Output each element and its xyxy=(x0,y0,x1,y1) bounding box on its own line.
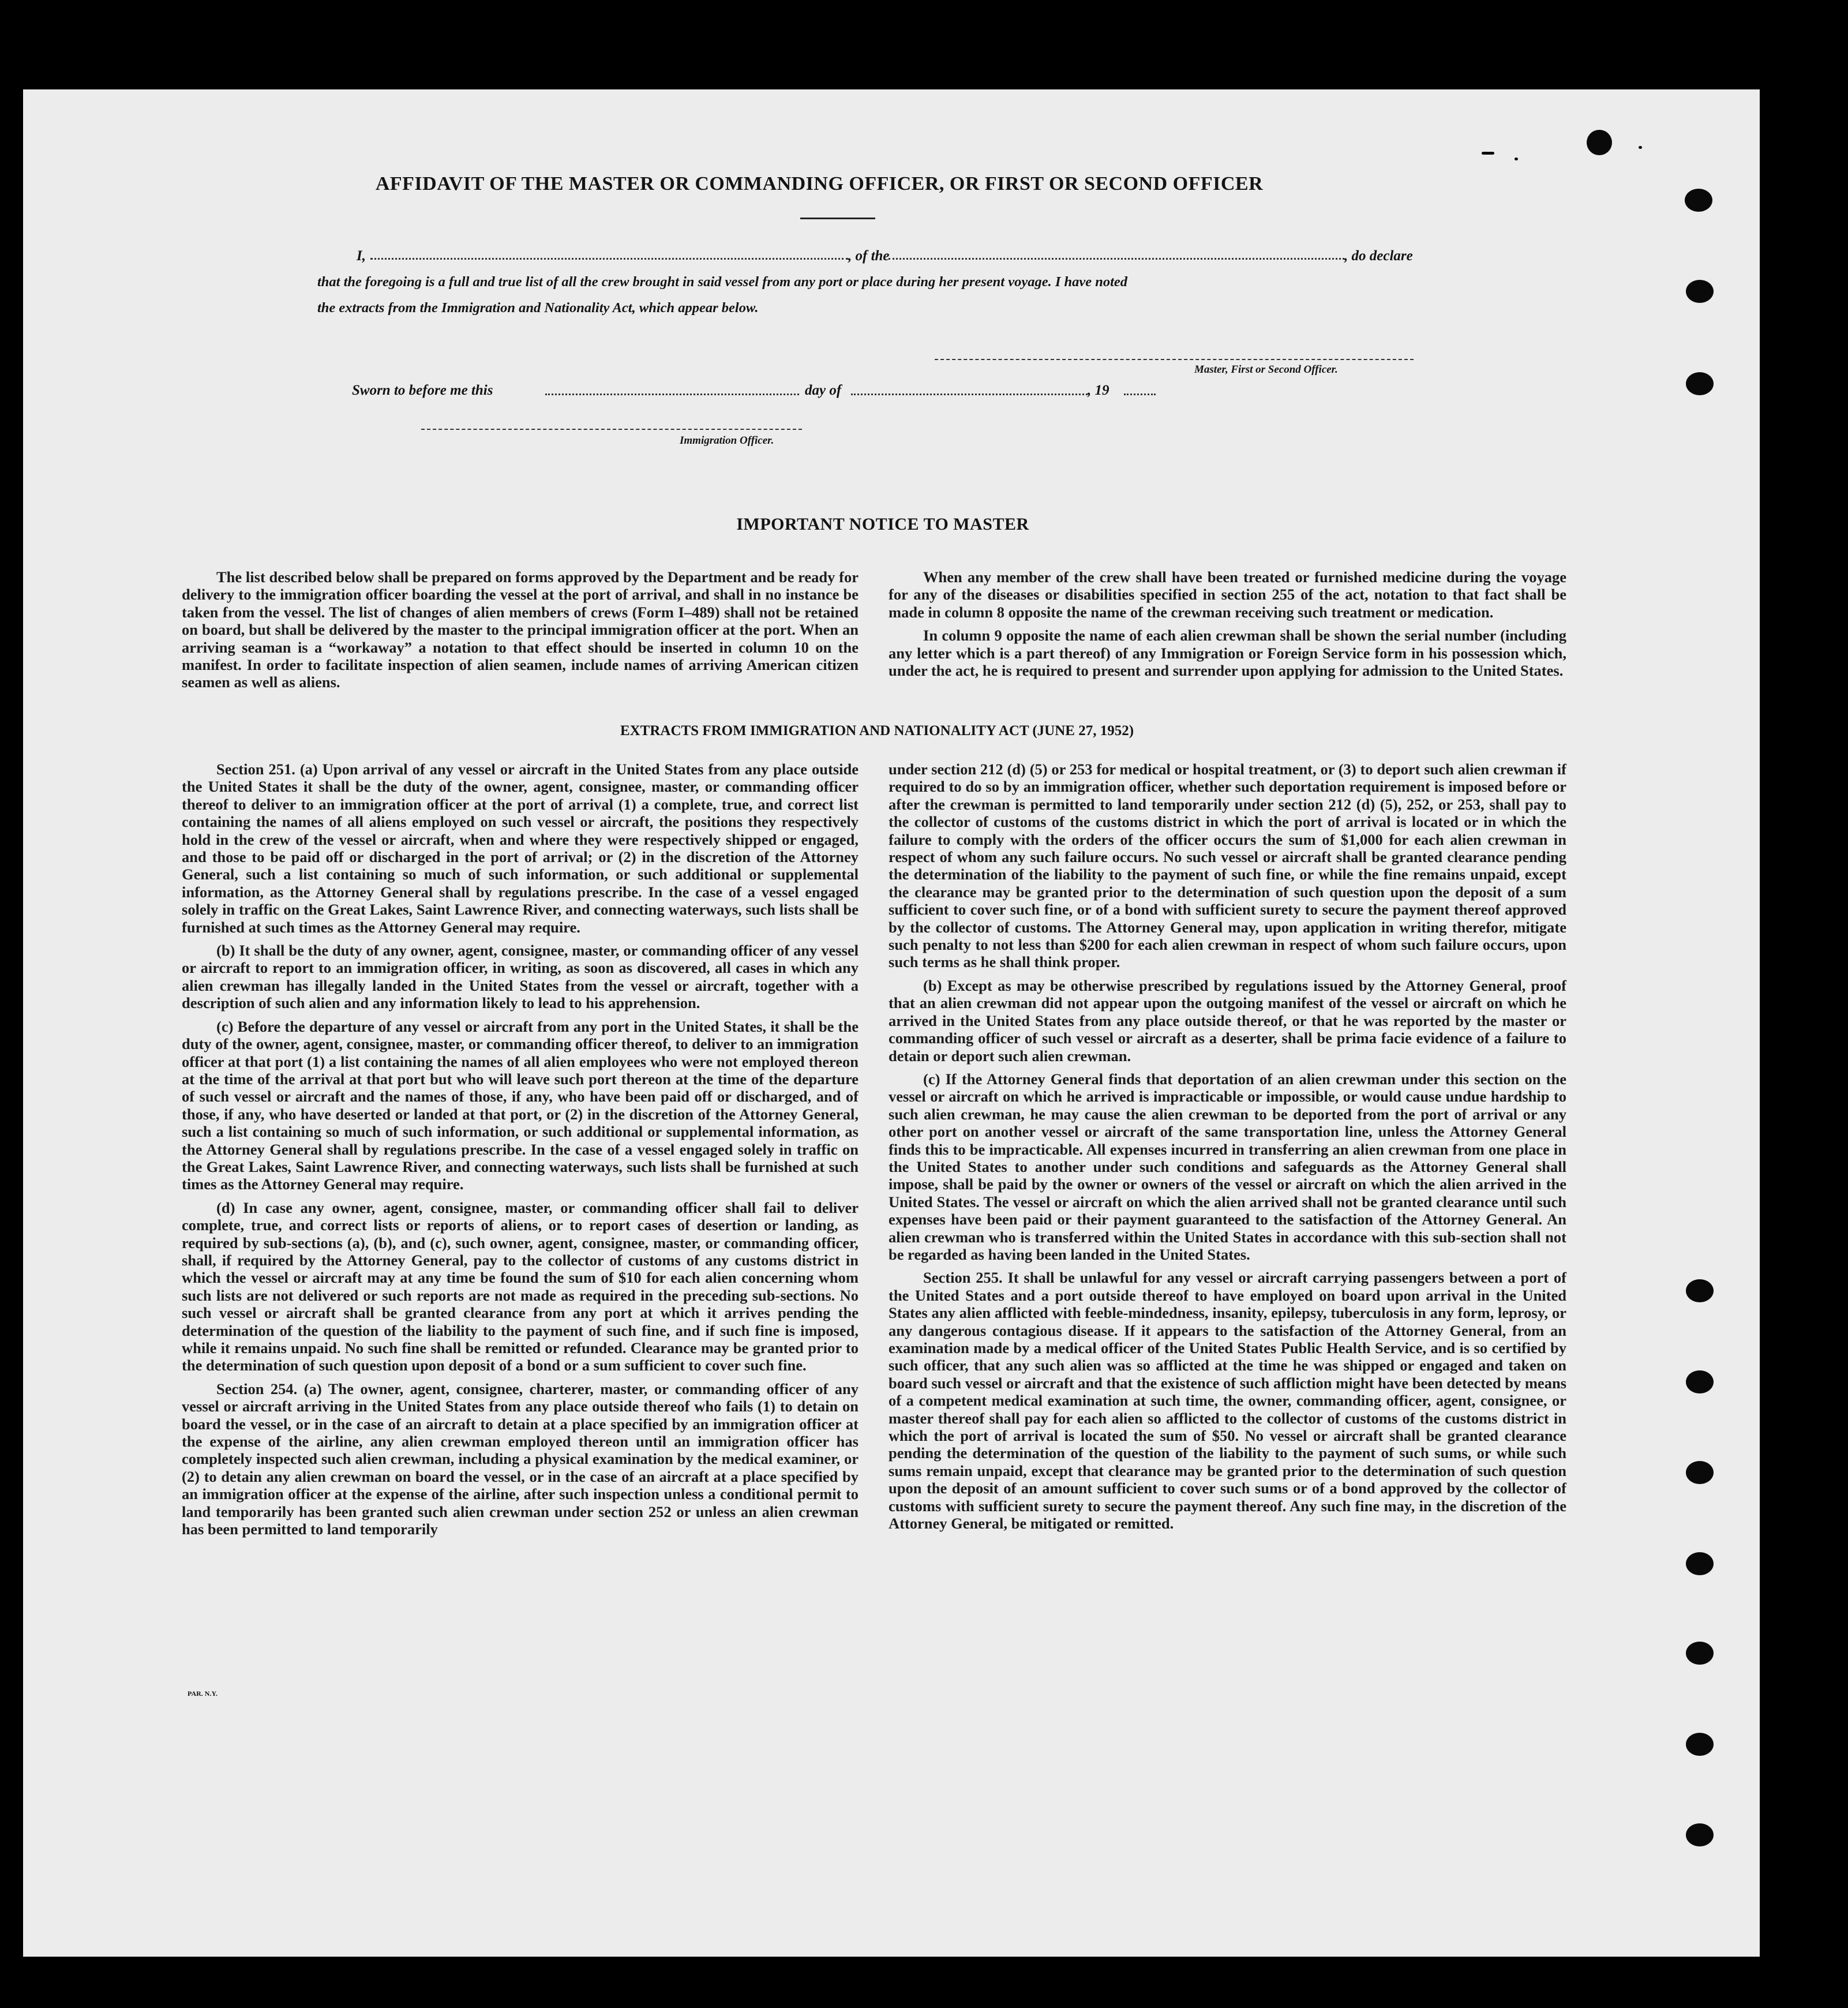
printer-mark: PAR. N.Y. xyxy=(188,1689,218,1698)
punch-hole xyxy=(1686,1642,1714,1665)
form-page xyxy=(23,89,1760,1957)
punch-hole xyxy=(1686,1552,1714,1575)
declaration-line-1: that the foregoing is a full and true list of all the crew brought in said vessel from any port or place during her present voyage. I have noted xyxy=(317,274,1128,290)
declaration-line-2: the extracts from the Immigration and Nationality Act, which appear below. xyxy=(317,300,759,316)
officer-signature-line[interactable] xyxy=(421,429,802,430)
ink-speck xyxy=(1515,158,1518,160)
section-254-a: Section 254. (a) The owner, agent, consignee, charterer, master, or commanding officer of any vessel or aircraft arriving in the United States from any place outside thereof who fails (1) to detain on board the vessel, or in the case of an aircraft to detain at a place specified by an immigration officer at the expense of the airline, any alien crewman employed thereon until an immigration officer has completely inspected such alien crewman, including a physical examination by the medical examiner, or (2) to detain any alien crewman on board the vessel, or in the case of an aircraft at a place specified by an immigration officer at the expense of the airline, after such inspection unless a conditional permit to land temporarily has been granted such alien crewman under section 252 or unless an alien crewman has been permitted to land temporarily xyxy=(182,1380,859,1538)
master-signature-line[interactable] xyxy=(935,359,1414,360)
title-underline xyxy=(800,218,875,219)
section-255: Section 255. It shall be unlawful for any vessel or aircraft carrying passengers between a port of the United States and a port outside thereof to have employed on board upon arrival in the United States any alien afflicted with feeble-mindedness, insanity, epilepsy, tuberculosis in any form, leprosy, or any dangerous contagious disease. If it appears to the satisfaction of the Attorney General, from an examination made by a medical officer of the United States Public Health Service, and is so certified by such officer, that any such alien was so afflicted at the time he was shipped or engaged and taken on board such vessel or aircraft and that the existence of such affliction might have been detected by means of a competent medical examination at such time, the owner, commanding officer, agent, consignee, or master thereof shall pay for each alien so afflicted to the collector of customs of the customs district in which the port of arrival is located the sum of $50. No vessel or aircraft shall be granted clearance pending the determination of the question of the liability to the payment of such sums, or while such sums remain unpaid, except that clearance may be granted prior to the determination of such question upon the deposit of an amount sufficient to cover such sums or of a bond approved by the collector of customs with sufficient surety to secure the payment thereof. Any such fine may, in the discretion of the Attorney General, be mitigated or remitted. xyxy=(889,1269,1566,1533)
ink-blot xyxy=(1587,130,1612,155)
section-254-c: (c) If the Attorney General finds that deportation of an alien crewman under this section on the vessel or aircraft on which he arrived is impracticable or impossible, or would cause undue hardship to such alien crewman, he may cause the alien crewman to be deported from the port of arrival or any other port on another vessel or aircraft of the same transportation line, unless the Attorney General finds this to be impracticable. All expenses incurred in transferring an alien crewman from one place in the United States to another under such conditions and safeguards as the Attorney General shall impose, shall be paid by the owner or owners of the vessel or aircraft on which the alien arrived in the United States. The vessel or aircraft on which the alien arrived shall not be granted clearance until such expenses have been paid or their payment guaranteed to the satisfaction of the Attorney General. An alien crewman who is transferred within the United States in accordance with this sub-section shall not be regarded as having been landed in the United States. xyxy=(889,1070,1566,1263)
extracts-left-column xyxy=(182,761,859,1544)
declare-label: , do declare xyxy=(1344,248,1413,264)
punch-hole xyxy=(1686,1823,1714,1846)
punch-hole xyxy=(1686,1370,1714,1393)
day-of-label: day of xyxy=(805,383,842,398)
i-label: I, xyxy=(357,248,366,264)
notice-left-paragraph: The list described below shall be prepared on forms approved by the Department and be ready for delivery to the immigration officer boarding the vessel at the port of arrival, and shall in no instance be taken from the vessel. The list of changes of alien members of crews (Form I–489) shall not be retained on board, but shall be delivered by the master to the principal immigration officer at the port. When an arriving seaman is a “workaway” a notation to that effect should be inserted in column 10 on the manifest. In order to facilitate inspection of alien seamen, include names of arriving American citizen seamen as well as aliens. xyxy=(182,568,859,691)
notice-left-column xyxy=(182,568,859,697)
section-251-c: (c) Before the departure of any vessel or aircraft from any port in the United States, it shall be the duty of the owner, agent, consignee, master, or commanding officer thereof, to deliver to an immigration officer at that port (1) a list containing the names of all alien employees who were not employed thereon at the time of the arrival at that port but who will leave such port thereon at the time of the departure of such vessel or aircraft and the names of those, if any, who have been paid off or discharged, and of those, if any, who have deserted or landed at that port, or (2) in the discretion of the Attorney General, such a list containing so much of such information, or such additional or supplemental information, as the Attorney General shall by regulations prescribe. In the case of a vessel engaged solely in traffic on the Great Lakes, Saint Lawrence River, and connecting waterways, such lists shall be furnished at such times as the Attorney General may require. xyxy=(182,1017,859,1193)
officer-caption: Immigration Officer. xyxy=(680,434,774,447)
punch-hole xyxy=(1686,1733,1714,1756)
extracts-right-column xyxy=(889,761,1566,1538)
notice-right-paragraph-1: When any member of the crew shall have been treated or furnished medicine during the voyage for any of the diseases or disabilities specified in section 255 of the act, notation to that fact shall be made in column 8 opposite the name of the crewman receiving such treatment or medication. xyxy=(889,568,1566,621)
year-blank[interactable] xyxy=(1124,394,1156,395)
notice-right-paragraph-2: In column 9 opposite the name of each alien crewman shall be shown the serial number (including any letter which is a part thereof) of any Immigration or Foreign Service form in his possession which, under the act, he is required to present and surrender upon applying for admission to the United States. xyxy=(889,627,1566,680)
punch-hole xyxy=(1686,1461,1714,1484)
punch-hole xyxy=(1686,372,1714,395)
of-the-label: , of the xyxy=(848,248,890,264)
month-blank[interactable] xyxy=(851,394,1088,395)
section-254-a-continued: under section 212 (d) (5) or 253 for medical or hospital treatment, or (3) to deport such alien crewman if required to do so by an immigration officer, whether such deportation requirement is imposed before or after the crewman is permitted to land temporarily under section 212 (d) (5), 252, or 253, shall pay to the collector of customs of the customs district in which the port of arrival is located or in which the failure to comply with the orders of the officer occurs the sum of $1,000 for each alien crewman in respect of whom any such failure occurs. No such vessel or aircraft shall be granted clearance pending the determination of the liability to the payment of such fine, or while the fine remains unpaid, except the clearance may be granted prior to the determination of such question upon the deposit of a sum sufficient to cover such fine, or of a bond with sufficient surety to secure the payment thereof approved by the collector of customs. The Attorney General may, upon application in writing therefor, mitigate such penalty to not less than $200 for each alien crewman in respect of whom such failure occurs, upon such terms as he shall think proper. xyxy=(889,761,1566,971)
section-251-a: Section 251. (a) Upon arrival of any vessel or aircraft in the United States from any place outside the United States it shall be the duty of the owner, agent, consignee, master, or commanding officer thereof to deliver to an immigration officer at the port of arrival (1) a complete, true, and correct list containing the names of all aliens employed on such vessel or aircraft, the positions they respectively hold in the crew of the vessel or aircraft, when and where they were respectively shipped or engaged, and those to be paid off or discharged in the port of arrival; or (2) in the discretion of the Attorney General, such a list containing so much of such information, or such additional or supplemental information, as the Attorney General shall by regulations prescribe. In the case of a vessel engaged solely in traffic on the Great Lakes, Saint Lawrence River, and connecting waterways, such lists shall be furnished at such times as the Attorney General may require. xyxy=(182,761,859,936)
section-251-b: (b) It shall be the duty of any owner, agent, consignee, master, or commanding officer of any vessel or aircraft to report to an immigration officer, in writing, as soon as discovered, all cases in which any alien crewman has illegally landed in the United States from the vessel or aircraft, together with a description of such alien and any information likely to lead to his apprehension. xyxy=(182,942,859,1012)
master-caption: Master, First or Second Officer. xyxy=(1194,364,1338,376)
ink-speck xyxy=(1482,152,1494,155)
day-blank[interactable] xyxy=(545,394,799,395)
notice-right-column xyxy=(889,568,1566,685)
extracts-title: EXTRACTS FROM IMMIGRATION AND NATIONALITY ACT (JUNE 27, 1952) xyxy=(620,723,1134,739)
punch-hole xyxy=(1685,189,1712,212)
notice-title: IMPORTANT NOTICE TO MASTER xyxy=(736,515,1029,534)
year-label: , 19 xyxy=(1088,383,1109,398)
section-251-d: (d) In case any owner, agent, consignee, master, or commanding officer shall fail to deliver complete, true, and correct lists or reports of aliens, or to report cases of desertion or landing, as required by sub-sections (a), (b), and (c), such owner, agent, consignee, master, or commanding officer, shall, if required by the Attorney General, pay to the collector of customs of any customs district in which the vessel or aircraft may at any time be found the sum of $10 for each alien concerning whom such lists are not delivered or such reports are not made as required in the preceding sub-sections. No such vessel or aircraft shall be granted clearance from any port at which it arrives pending the determination of the question of the liability to the payment of such fine, and if such fine is imposed, while it remains unpaid. No such fine shall be remitted or refunded. Clearance may be granted prior to the determination of such question upon deposit of a bond or a sum sufficient to cover such fine. xyxy=(182,1198,859,1374)
affidavit-title: AFFIDAVIT OF THE MASTER OR COMMANDING OFFICER, OR FIRST OR SECOND OFFICER xyxy=(375,173,1264,194)
sworn-label: Sworn to before me this xyxy=(352,383,493,398)
vessel-blank[interactable] xyxy=(889,258,1344,260)
name-blank[interactable] xyxy=(370,258,848,260)
punch-hole xyxy=(1686,1279,1714,1302)
punch-hole xyxy=(1686,280,1714,303)
ink-speck xyxy=(1639,146,1642,149)
section-254-b: (b) Except as may be otherwise prescribed by regulations issued by the Attorney General, proof that an alien crewman did not appear upon the outgoing manifest of the vessel or aircraft on which he arrived in the United States from any place outside thereof, or that he was reported by the master or commanding officer of such vessel or aircraft as a deserter, shall be prima facie evidence of a failure to detain or deport such alien crewman. xyxy=(889,976,1566,1065)
